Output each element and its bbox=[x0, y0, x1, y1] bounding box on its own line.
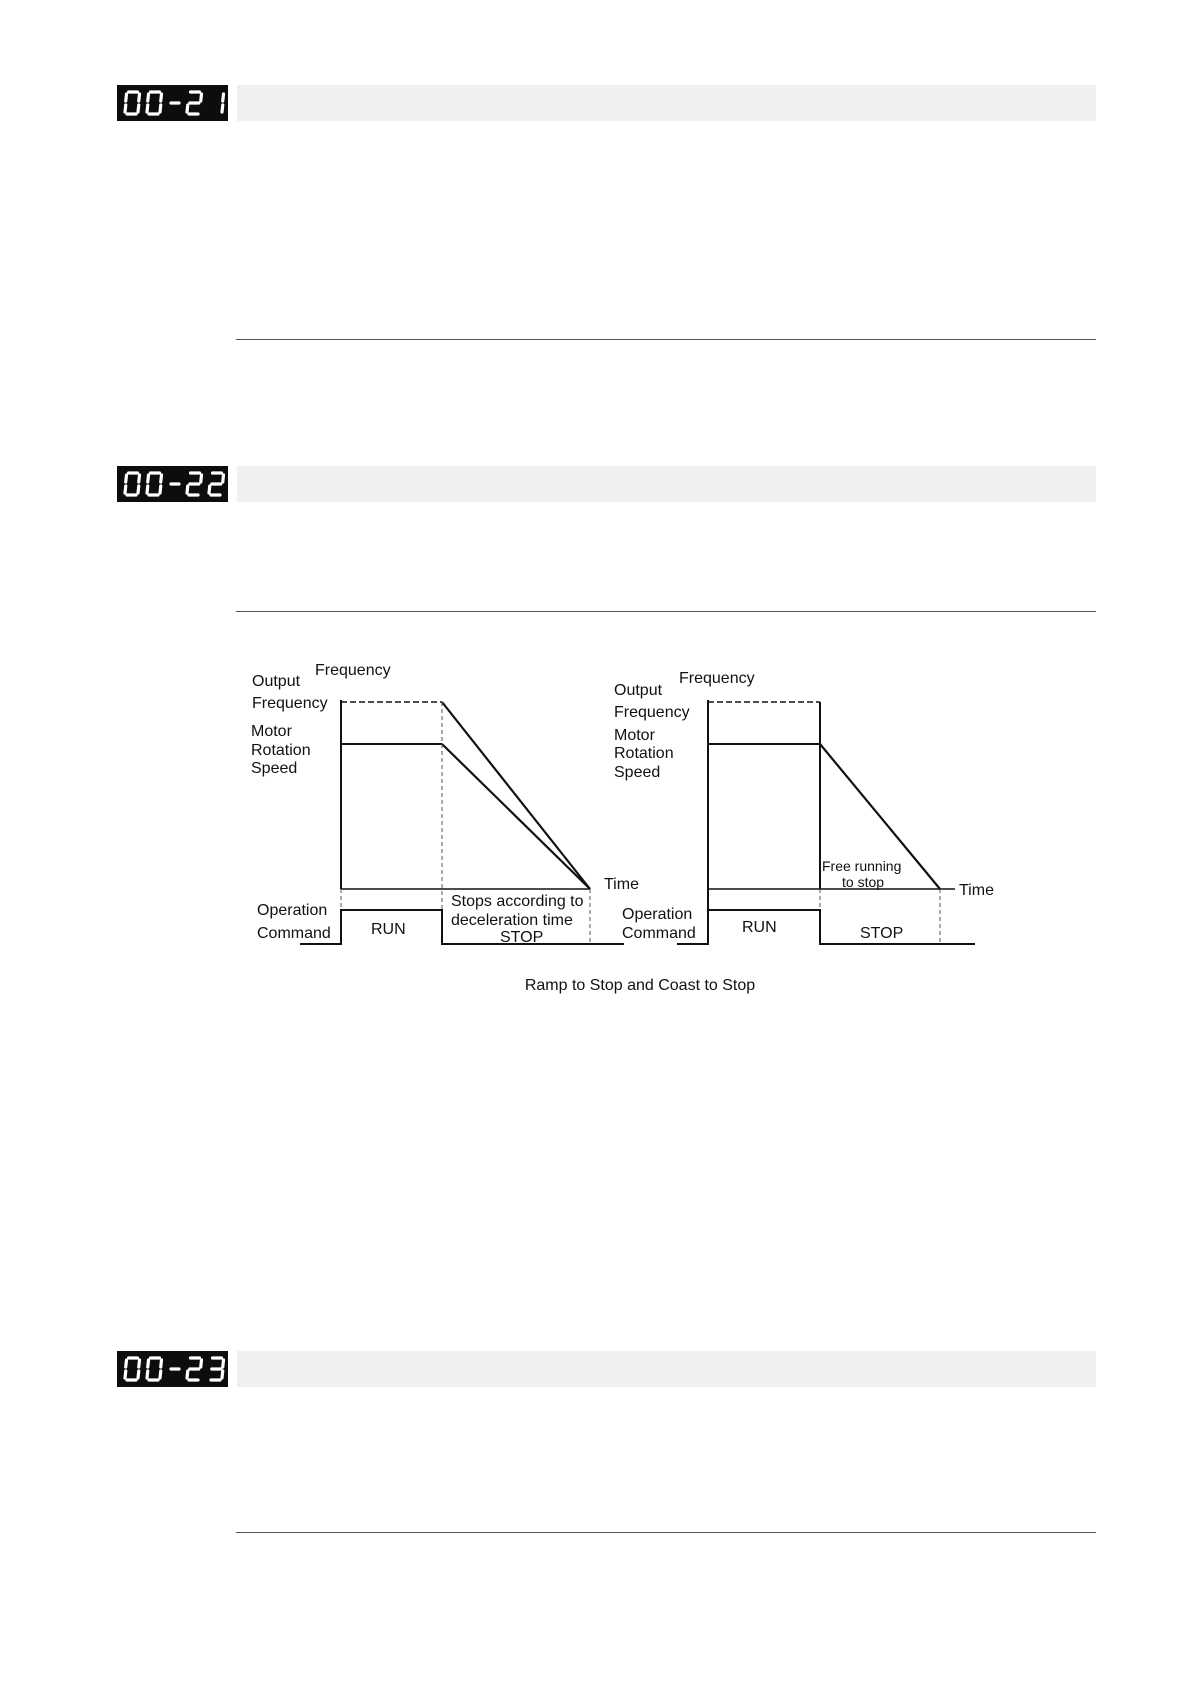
label-operation: Operation bbox=[622, 906, 693, 923]
label-rotation: Rotation bbox=[251, 742, 311, 759]
label-output-frequency: Frequency bbox=[252, 695, 328, 712]
label-output-frequency: Frequency bbox=[614, 704, 690, 721]
label-motor: Motor bbox=[251, 723, 292, 740]
label-motor: Motor bbox=[614, 727, 655, 744]
label-frequency: Frequency bbox=[315, 662, 391, 679]
label-stop: STOP bbox=[860, 925, 904, 942]
ramp-to-stop-panel bbox=[251, 662, 639, 946]
label-output: Output bbox=[614, 682, 663, 699]
label-stop-note-1: Stops according to bbox=[451, 893, 584, 910]
operation-command-signal bbox=[677, 910, 975, 944]
label-time: Time bbox=[959, 882, 994, 899]
diagram-caption: Ramp to Stop and Coast to Stop bbox=[524, 977, 756, 994]
output-frequency-ramp bbox=[442, 702, 590, 889]
label-output: Output bbox=[252, 673, 301, 690]
label-run: RUN bbox=[742, 919, 777, 936]
label-operation: Operation bbox=[257, 902, 328, 919]
label-free-running: Free running bbox=[822, 858, 902, 874]
motor-speed-ramp bbox=[442, 744, 590, 889]
label-stop: STOP bbox=[500, 929, 544, 946]
label-time: Time bbox=[604, 876, 639, 893]
label-command: Command bbox=[622, 925, 696, 942]
label-speed: Speed bbox=[614, 764, 661, 781]
label-to-stop: to stop bbox=[842, 874, 885, 890]
label-stop-note-2: deceleration time bbox=[451, 912, 573, 929]
label-rotation: Rotation bbox=[614, 745, 674, 762]
coast-to-stop-panel bbox=[614, 670, 994, 944]
label-command: Command bbox=[257, 925, 331, 942]
label-frequency: Frequency bbox=[679, 670, 755, 687]
label-speed: Speed bbox=[251, 760, 298, 777]
label-run: RUN bbox=[371, 921, 406, 938]
